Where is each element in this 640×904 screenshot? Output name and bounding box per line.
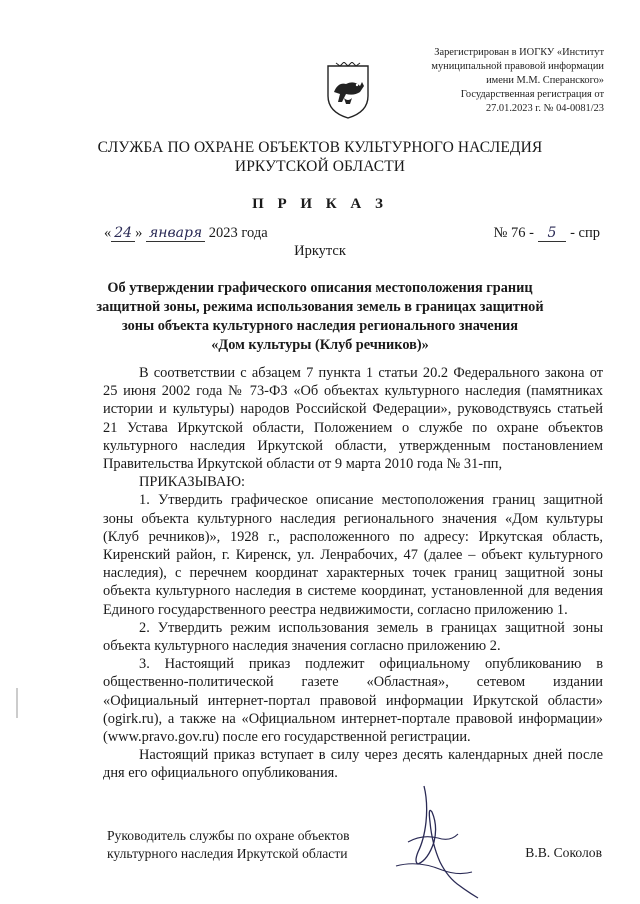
date-year: 2023 года xyxy=(208,225,268,241)
document-date xyxy=(104,225,268,242)
date-month: января xyxy=(146,225,205,242)
date-open-quote: « xyxy=(104,225,112,241)
organization-region: ИРКУТСКОЙ ОБЛАСТИ xyxy=(234,158,406,175)
number-suffix: - спр xyxy=(570,225,600,241)
number-prefix: № 76 - xyxy=(493,225,534,241)
coat-of-arms-icon xyxy=(324,62,372,120)
handwritten-signature xyxy=(388,782,484,900)
document-heading xyxy=(80,279,560,355)
heading-line: «Дом культуры (Клуб речников)» xyxy=(211,337,429,353)
document-number xyxy=(494,225,601,242)
item-3-paragraph: 3. Настоящий приказ подлежит официальному опубликованию в общественно-политической газете «Областная», сетевом издании «Официальный интернет-портал правовой информации Иркутской области» (ogirk.ru), а также на «Официальном интернет-портале правовой информации» (www.pravo.gov.ru) после его государственной регистрации. xyxy=(103,656,603,746)
organization-name: СЛУЖБА ПО ОХРАНЕ ОБЪЕКТОВ КУЛЬТУРНОГО НАСЛЕДИЯ xyxy=(97,139,543,156)
document-type: П Р И К А З xyxy=(252,196,388,212)
document-city: Иркутск xyxy=(294,243,346,259)
command-word: ПРИКАЗЫВАЮ: xyxy=(139,474,246,491)
number-value: 5 xyxy=(538,225,567,242)
heading-line: зоны объекта культурного наследия регионального значения xyxy=(122,318,518,334)
date-close-quote: » xyxy=(135,225,143,241)
signatory-position-line: Руководитель службы по охране объектов xyxy=(107,828,350,843)
registration-line: муниципальной правовой информации xyxy=(431,61,604,72)
effective-date-paragraph: Настоящий приказ вступает в силу через десять календарных дней после дня его официального опубликования. xyxy=(103,747,603,782)
scan-mark xyxy=(15,688,19,718)
registration-stamp xyxy=(392,46,604,116)
date-day: 24 xyxy=(111,225,135,242)
heading-line: Об утверждении графического описания местоположения границ xyxy=(107,280,533,296)
heading-line: защитной зоны, режима использования земель в границах защитной xyxy=(96,299,544,315)
registration-line: 27.01.2023 г. № 04-0081/23 xyxy=(485,103,604,114)
item-2-paragraph: 2. Утвердить режим использования земель в границах защитной зоны объекта культурного наследия значения согласно приложению 2. xyxy=(103,619,603,655)
signatory-name: В.В. Соколов xyxy=(525,845,602,860)
preamble-paragraph: В соответствии с абзацем 7 пункта 1 статьи 20.2 Федерального закона от 25 июня 2002 года № 73-ФЗ «Об объектах культурного наследия (памятниках истории и культуры) народов Российской Федерации», руководствуясь статьей 21 Устава Иркутской области, Положением о службе по охране объектов культурного наследия Иркутской области, утвержденным постановлением Правительства Иркутской области от 9 марта 2010 года № 31-пп, xyxy=(103,365,603,473)
item-1-paragraph: 1. Утвердить графическое описание местоположения границ защитной зоны объекта культурного наследия регионального значения «Дом культуры (Клуб речников)», 1928 г., расположенного по адресу: Иркутская область, Киренский район, г. Киренск, ул. Ленрабочих, 47 (далее – объект культурного наследия), с перечнем координат характерных точек границ защитной зоны объекта культурного наследия в системе координат, установленной для ведения Единого государственного реестра недвижимости, согласно приложению 1. xyxy=(103,492,603,618)
signatory-position-line: культурного наследия Иркутской области xyxy=(107,846,348,861)
registration-line: Зарегистрирован в ИОГКУ «Институт xyxy=(434,47,604,58)
document-body xyxy=(103,364,603,783)
signatory-position xyxy=(107,827,350,863)
registration-line: Государственная регистрация от xyxy=(460,89,604,100)
registration-line: имени М.М. Сперанского» xyxy=(486,75,604,86)
